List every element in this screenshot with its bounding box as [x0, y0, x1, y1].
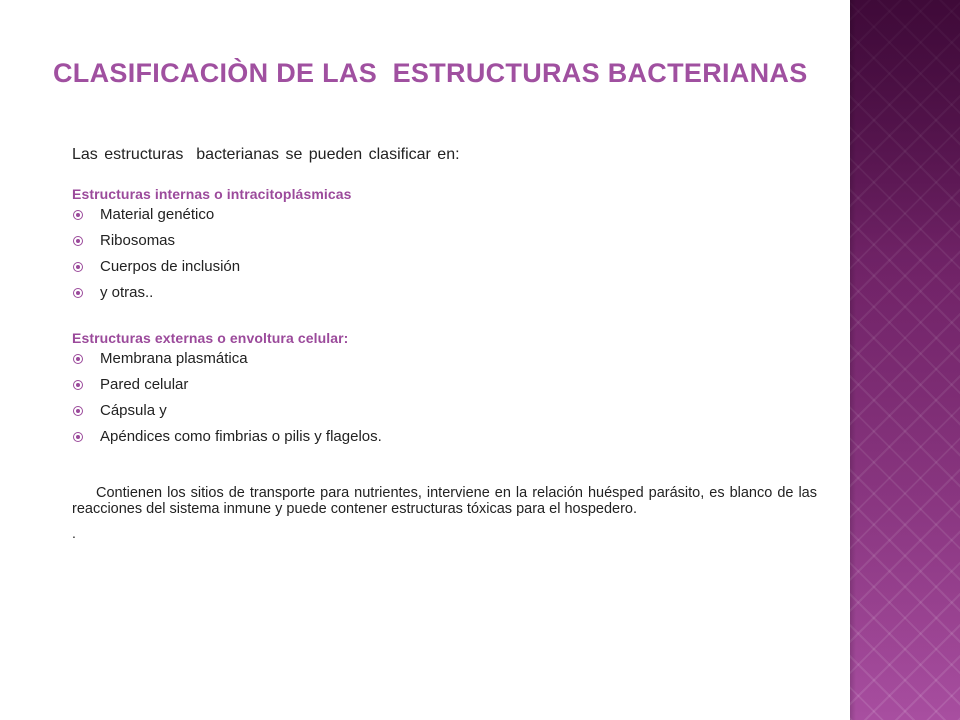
list-item-label: y otras.. — [100, 284, 154, 301]
circled-dot-icon — [73, 236, 83, 246]
list-item — [72, 398, 817, 424]
circled-dot-icon — [73, 432, 83, 442]
external-structures-list — [72, 346, 817, 450]
description-paragraph: Contienen los sitios de transporte para nutrientes, interviene en la relación huésped parásito, es blanco de las reacciones del sistema inmune y puede contener estructuras tóxicas para el hospedero. — [72, 485, 817, 517]
slide-title: CLASIFICACIÒN DE LAS ESTRUCTURAS BACTERIANAS — [53, 58, 808, 88]
list-item-label: Cuerpos de inclusión — [100, 258, 241, 275]
internal-structures-list — [72, 202, 817, 306]
list-item-label: Membrana plasmática — [100, 350, 248, 367]
circled-dot-icon — [73, 406, 83, 416]
list-item — [72, 372, 817, 398]
circled-dot-icon — [73, 288, 83, 298]
list-item-label: Cápsula y — [100, 402, 167, 419]
list-item — [72, 280, 817, 306]
list-item — [72, 202, 817, 228]
list-item — [72, 228, 817, 254]
slide-content — [72, 146, 817, 541]
circled-dot-icon — [73, 354, 83, 364]
circled-dot-icon — [73, 380, 83, 390]
side-band-shadow — [850, 0, 856, 720]
list-item — [72, 424, 817, 450]
trailing-mark: . — [72, 525, 76, 541]
list-item-label: Pared celular — [100, 376, 189, 393]
section-heading-external: Estructuras externas o envoltura celular: — [72, 330, 349, 346]
list-item-label: Ribosomas — [100, 232, 176, 249]
intro-text: Las estructuras bacterianas se pueden clasificar en: — [72, 146, 460, 163]
section-heading-internal: Estructuras internas o intracitoplásmicas — [72, 186, 352, 202]
list-item — [72, 346, 817, 372]
circled-dot-icon — [73, 210, 83, 220]
circled-dot-icon — [73, 262, 83, 272]
list-item-label: Material genético — [100, 206, 215, 223]
list-item-label: Apéndices como fimbrias o pilis y flagelos. — [100, 428, 382, 445]
decorative-side-band — [850, 0, 960, 720]
list-item — [72, 254, 817, 280]
